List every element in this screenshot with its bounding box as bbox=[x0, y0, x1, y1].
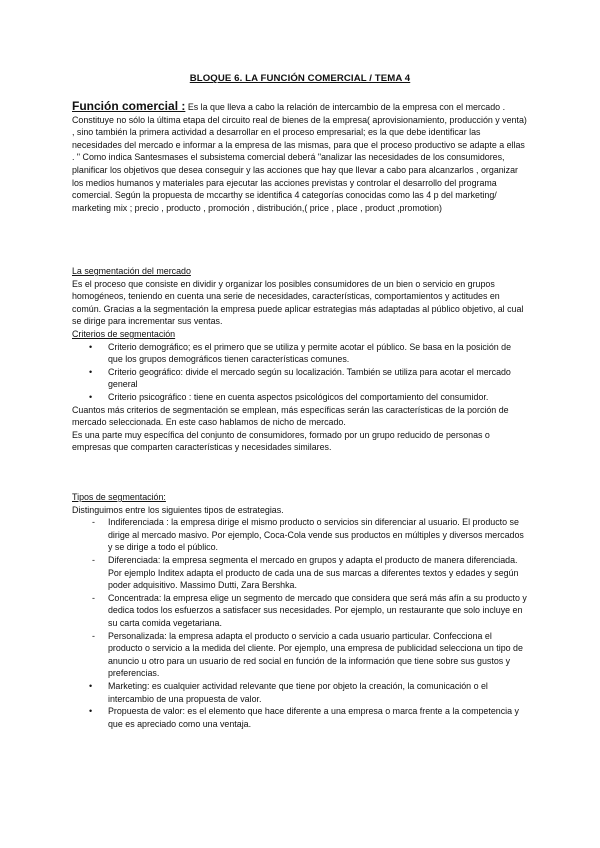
intro-text: Es la que lleva a cabo la relación de intercambio de la empresa con el mercado . Constituye no sólo la última etapa del circuito real de bienes de la empresa( aprovisionamiento, producción y venta) , sino también la primera actividad a desarrollar en el proceso empresarial; es la que debe identificar las necesidades del mercado e informar a la empresa de las mismas, para que el proceso productivo se adapte a ellas . " Como indica Santesmases el subsistema comercial deberá "analizar las necesidades de los consumidores, planificar los objetivos que desea conseguir y las acciones que hay que llevar a cabo para alcanzarlos , organizar los medios humanos y materiales para ejecutar las acciones previstas y controlar el desarrollo del programa comercial. Según la propuesta de mccarthy se identifica 4 categorías conocidas como las 4 p del marketing/ marketing mix ; precio , producto , promoción , distribución,( price , place , product ,promotion) bbox=[72, 102, 527, 213]
segmentacion-heading: La segmentación del mercado bbox=[72, 266, 191, 276]
list-item: - Personalizada: la empresa adapta el producto o servicio a cada usuario particular. Confecciona el producto o servicio a la medida del cliente. Por ejemplo, una empresa de publicidad selecciona un tipo de anuncio u otro para un usuario de red social en función de la información que tiene sobre sus gustos y preferencias. bbox=[72, 630, 528, 680]
list-item: • Marketing: es cualquier actividad relevante que tiene por objeto la creación, la comunicación o el intercambio de una propuesta de valor. bbox=[72, 680, 528, 705]
list-item: • Criterio demográfico; es el primero que se utiliza y permite acotar el público. Se basa en la posición de que los grupos demográficos tienen características comunes. bbox=[72, 341, 528, 366]
tipos-intro: Distinguimos entre los siguientes tipos de estrategias. bbox=[72, 504, 284, 515]
list-item: • Criterio geográfico: divide el mercado según su localización. También se utiliza para acotar el mercado general bbox=[72, 366, 528, 391]
intro-paragraph bbox=[72, 100, 528, 214]
criterios-list bbox=[72, 341, 528, 404]
nicho-paragraph: Cuantos más criterios de segmentación se emplean, más específicas serán las características de la porción de mercado seleccionada. En este caso hablamos de nicho de mercado. bbox=[72, 404, 509, 428]
list-item: • Propuesta de valor: es el elemento que hace diferente a una empresa o marca frente a la competencia y que es apreciado como una ventaja. bbox=[72, 705, 528, 730]
tipos-list bbox=[72, 516, 528, 730]
list-item: - Indiferenciada : la empresa dirige el mismo producto o servicios sin diferenciar al usuario. El producto se dirige al mercado masivo. Por ejemplo, Coca-Cola vende sus productos en múltiples y diversos mercados y se dirige a todo el público. bbox=[72, 516, 528, 554]
intro-section bbox=[72, 100, 528, 214]
list-item: - Diferenciada: la empresa segmenta el mercado en grupos y adapta el producto de manera diferenciada. Por ejemplo Inditex adapta el producto de cada una de sus marcas a diferentes textos y edades y según poder adquisitivo. Massimo Dutti, Zara Bershka. bbox=[72, 554, 528, 592]
tipos-heading: Tipos de segmentación: bbox=[72, 492, 166, 502]
list-item: - Concentrada: la empresa elige un segmento de mercado que considera que será más afín a su producto y dedica todos los esfuerzos a satisfacer sus necesidades. Por ejemplo, un restaurante que solo incluye en su carta comida vegetariana. bbox=[72, 592, 528, 630]
nicho-definition: Es una parte muy específica del conjunto de consumidores, formado por un grupo reducido de personas o empresas que comparten características y necesidades similares. bbox=[72, 429, 490, 453]
criterios-heading: Criterios de segmentación bbox=[72, 328, 176, 339]
list-item: • Criterio psicográfico : tiene en cuenta aspectos psicológicos del comportamiento del consumidor. bbox=[72, 391, 528, 404]
segmentacion-section bbox=[72, 265, 528, 454]
intro-term: Función comercial : bbox=[72, 99, 186, 113]
segmentacion-text: Es el proceso que consiste en dividir y organizar los posibles consumidores de un bien o servicio en grupos homogéneos, teniendo en cuenta una serie de necesidades, características, comportamientos y actitudes en común. Gracias a la segmentación la empresa puede aplicar estrategias más adaptadas al público objetivo, al cual se dirige para incrementar sus ventas. bbox=[72, 278, 524, 327]
page-title: BLOQUE 6. LA FUNCIÓN COMERCIAL / TEMA 4 bbox=[189, 73, 411, 84]
tipos-section bbox=[72, 491, 528, 730]
